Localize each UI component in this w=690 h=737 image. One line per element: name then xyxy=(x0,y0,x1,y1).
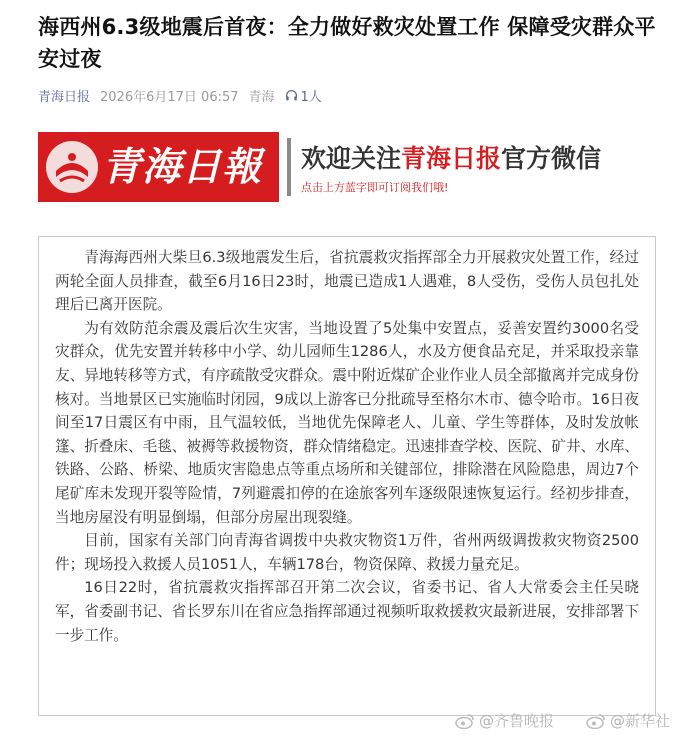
headline-prefix: 欢迎关注 xyxy=(301,144,402,173)
article-body xyxy=(38,236,656,716)
watermark-footer xyxy=(0,710,690,734)
headline-suffix: 官方微信 xyxy=(501,144,602,173)
headline-highlight: 青海日报 xyxy=(401,144,502,173)
weibo-icon xyxy=(586,713,606,729)
banner-divider xyxy=(287,138,291,196)
banner-headline xyxy=(301,142,601,176)
listener-count: 1人 xyxy=(300,89,322,105)
article-meta xyxy=(38,84,322,106)
watermark-xinhua xyxy=(586,710,670,731)
watermark-qilu xyxy=(455,710,554,731)
source-link[interactable]: 青海日报 xyxy=(38,89,91,105)
article-paragraph: 青海海西州大柴旦6.3级地震发生后，省抗震救灾指挥部全力开展救灾处置工作，经过两轮全面人员排查，截至6月16日23时，地震已造成1人遇难，8人受伤，受伤人员包扎处理后已离开医院。 xyxy=(55,249,639,314)
publish-location: 青海 xyxy=(248,89,275,105)
headphones-icon xyxy=(285,89,298,102)
article-title: 海西州6.3级地震后首夜：全力做好救灾处置工作 保障受灾群众平安过夜 xyxy=(38,15,656,71)
logo-emblem-icon xyxy=(46,141,98,193)
weibo-icon xyxy=(455,713,475,729)
banner-subtext: 点击上方蓝字即可订阅我们哦! xyxy=(301,181,449,194)
logo-wordmark: 青海日報 xyxy=(102,144,263,190)
article-paragraph: 目前，国家有关部门向青海省调拨中央救灾物资1万件，省州两级调拨救灾物资2500件；现场投入救援人员1051人，车辆178台，物资保障、救援力量充足。 xyxy=(55,532,639,573)
subscribe-banner[interactable] xyxy=(38,132,658,202)
listen-button[interactable] xyxy=(285,86,322,105)
newspaper-logo xyxy=(38,132,279,202)
article-paragraph: 16日22时，省抗震救灾指挥部召开第二次会议，省委书记、省人大常委会主任吴晓军，省委副书记、省长罗东川在省应急指挥部通过视频听取救援救灾最新进展，安排部署下一步工作。 xyxy=(55,579,639,644)
watermark-text: @齐鲁晚报 xyxy=(479,712,555,730)
article-paragraph: 为有效防范余震及震后次生灾害，当地设置了5处集中安置点，妥善安置约3000名受灾群众，优先安置并转移中小学、幼儿园师生1286人，水及方便食品充足，并采取投亲靠友、异地转移等方式，有序疏散受灾群众。震中附近煤矿企业作业人员全部撤离并完成身份核对。当地景区已实施临时闭园，9成以上游客已分批疏导至格尔木市、德令哈市。16日夜间至17日震区有中雨，且气温较低，当地优先保障老人、儿童、学生等群体，及时发放帐篷、折叠床、毛毯、被褥等救援物资，群众情绪稳定。迅速排查学校、医院、矿井、水库、铁路、公路、桥梁、地质灾害隐患点等重点场所和关键部位，排除潜在风险隐患，周边7个尾矿库未发现开裂等险情，7列避震扣停的在途旅客列车逐级限速恢复运行。经初步排查，当地房屋没有明显倒塌，但部分房屋出现裂缝。 xyxy=(55,319,639,526)
publish-datetime: 2026年6月17日 06:57 xyxy=(100,89,239,105)
watermark-text: @新华社 xyxy=(610,712,671,730)
